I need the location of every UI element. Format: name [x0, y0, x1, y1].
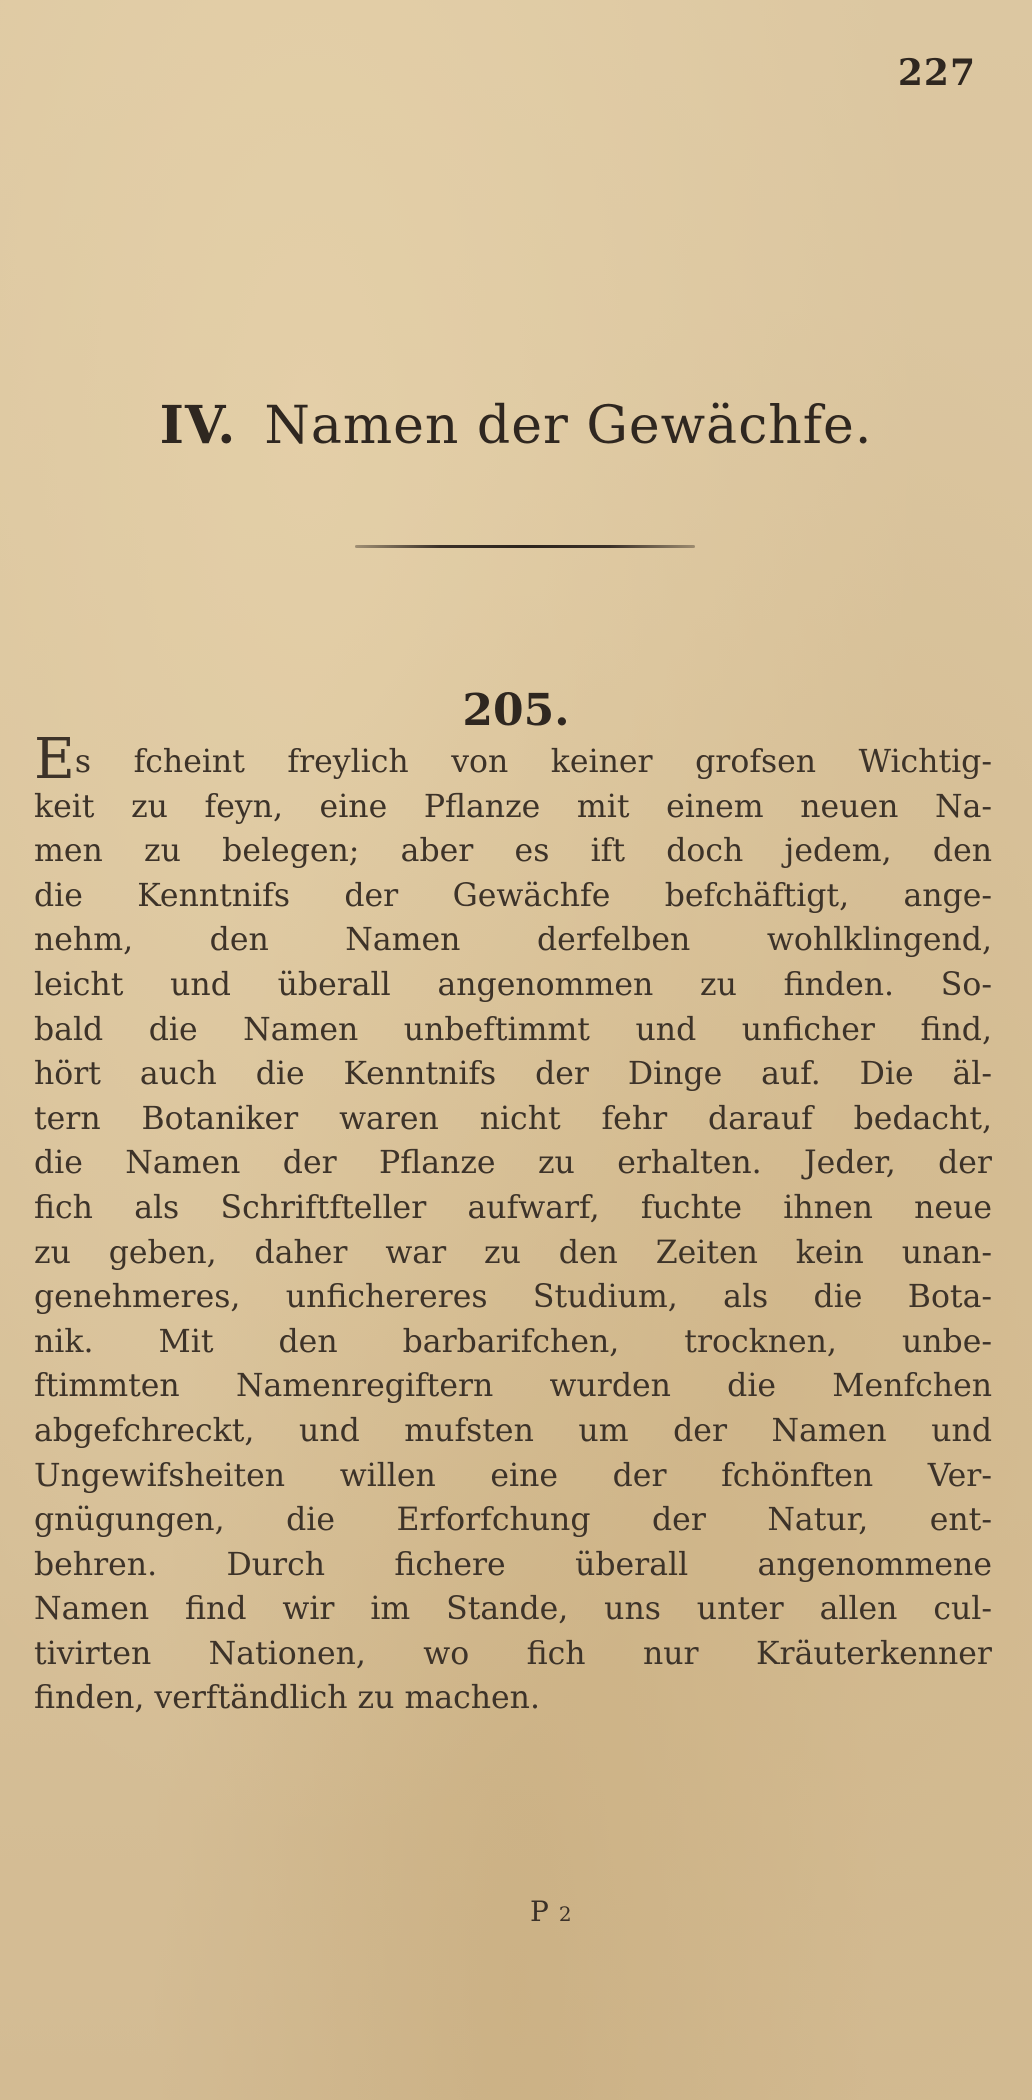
signature-letter: P: [530, 1895, 549, 1928]
chapter-title: Namen der Gewächfe.: [264, 396, 873, 456]
text-line: leicht und überall angenommen zu finden. So-: [34, 966, 992, 1003]
chapter-numeral: IV.: [159, 395, 237, 456]
text-line: die Kenntnifs der Gewächfe befchäftigt, ange-: [34, 877, 992, 914]
text-line: abgefchreckt, und mufsten um der Namen und: [34, 1412, 992, 1449]
signature-number: 2: [558, 1902, 572, 1926]
text-line: Namen find wir im Stande, uns unter allen cul-: [34, 1591, 992, 1628]
text-line: Es fcheint freylich von keiner grofsen Wichtig-: [34, 727, 992, 792]
text-line: tivirten Nationen, wo fich nur Kräuterkenner: [34, 1635, 992, 1672]
text-line: hört auch die Kenntnifs der Dinge auf. Die äl-: [34, 1056, 992, 1093]
body-paragraph: [34, 727, 992, 1721]
text-line: fich als Schriftfteller aufwarf, fuchte ihnen neue: [34, 1189, 992, 1226]
text-line: nik. Mit den barbarifchen, trocknen, unbe-: [34, 1323, 992, 1360]
signature-mark: [530, 1895, 572, 1928]
text-line: tern Botaniker waren nicht fehr darauf bedacht,: [34, 1100, 992, 1137]
text-line: die Namen der Pflanze zu erhalten. Jeder, der: [34, 1145, 992, 1182]
text-line: genehmeres, unfichereres Studium, als die Bota-: [34, 1279, 992, 1316]
section-number: 205.: [462, 685, 570, 736]
text-line: finden, verftändlich zu machen.: [34, 1680, 540, 1717]
text-line: zu geben, daher war zu den Zeiten kein unan-: [34, 1234, 992, 1271]
text-line: nehm, den Namen derfelben wohlklingend,: [34, 922, 992, 959]
drop-cap: E: [34, 727, 75, 792]
text-line: bald die Namen unbeftimmt und unficher find,: [34, 1011, 992, 1048]
heading-divider: [355, 545, 695, 548]
text-line: men zu belegen; aber es ift doch jedem, den: [34, 833, 992, 870]
page-number: 227: [897, 52, 976, 94]
text-line: ftimmten Namenregiftern wurden die Menfchen: [34, 1368, 992, 1405]
text-line: keit zu feyn, eine Pflanze mit einem neuen Na-: [34, 788, 992, 825]
chapter-heading: [0, 395, 1032, 456]
text-line: behren. Durch fichere überall angenommene: [34, 1546, 992, 1583]
text-line: gnügungen, die Erforfchung der Natur, ent-: [34, 1502, 992, 1539]
text-line: Ungewifsheiten willen eine der fchönften Ver-: [34, 1457, 992, 1494]
